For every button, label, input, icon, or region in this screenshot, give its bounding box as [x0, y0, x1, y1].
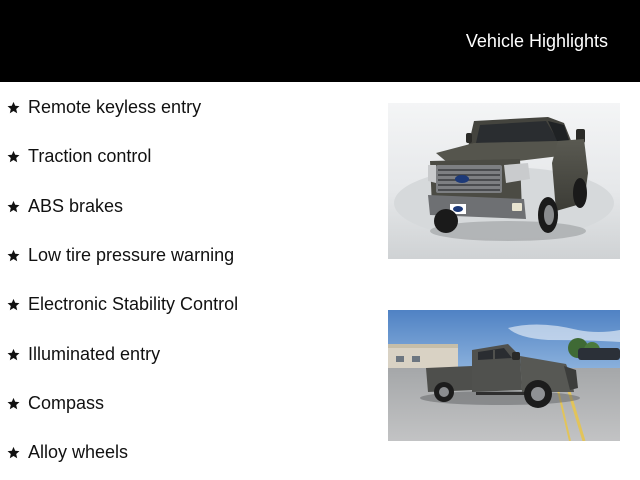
star-icon: [7, 298, 20, 311]
feature-item: [7, 144, 151, 168]
page-title: Vehicle Highlights: [465, 31, 608, 51]
feature-item: [7, 440, 128, 464]
feature-label: ABS brakes: [28, 196, 124, 216]
feature-label: Illuminated entry: [28, 344, 161, 364]
star-icon: [7, 348, 20, 361]
star-icon: [7, 446, 20, 459]
vehicle-photo-side[interactable]: [388, 310, 620, 441]
header-bar: [0, 0, 640, 82]
feature-label: Compass: [28, 393, 105, 413]
star-icon: [7, 101, 20, 114]
feature-item: [7, 194, 123, 218]
feature-item: [7, 95, 201, 119]
feature-label: Traction control: [28, 146, 152, 166]
feature-label: Alloy wheels: [28, 442, 129, 462]
feature-label: Remote keyless entry: [28, 97, 202, 117]
star-icon: [7, 249, 20, 262]
feature-item: [7, 243, 234, 267]
feature-item: [7, 292, 238, 316]
star-icon: [7, 150, 20, 163]
feature-item: [7, 391, 104, 415]
star-icon: [7, 397, 20, 410]
vehicle-photo-front[interactable]: [388, 103, 620, 259]
feature-label: Electronic Stability Control: [28, 294, 239, 314]
feature-label: Low tire pressure warning: [28, 245, 235, 265]
feature-item: [7, 342, 160, 366]
star-icon: [7, 200, 20, 213]
